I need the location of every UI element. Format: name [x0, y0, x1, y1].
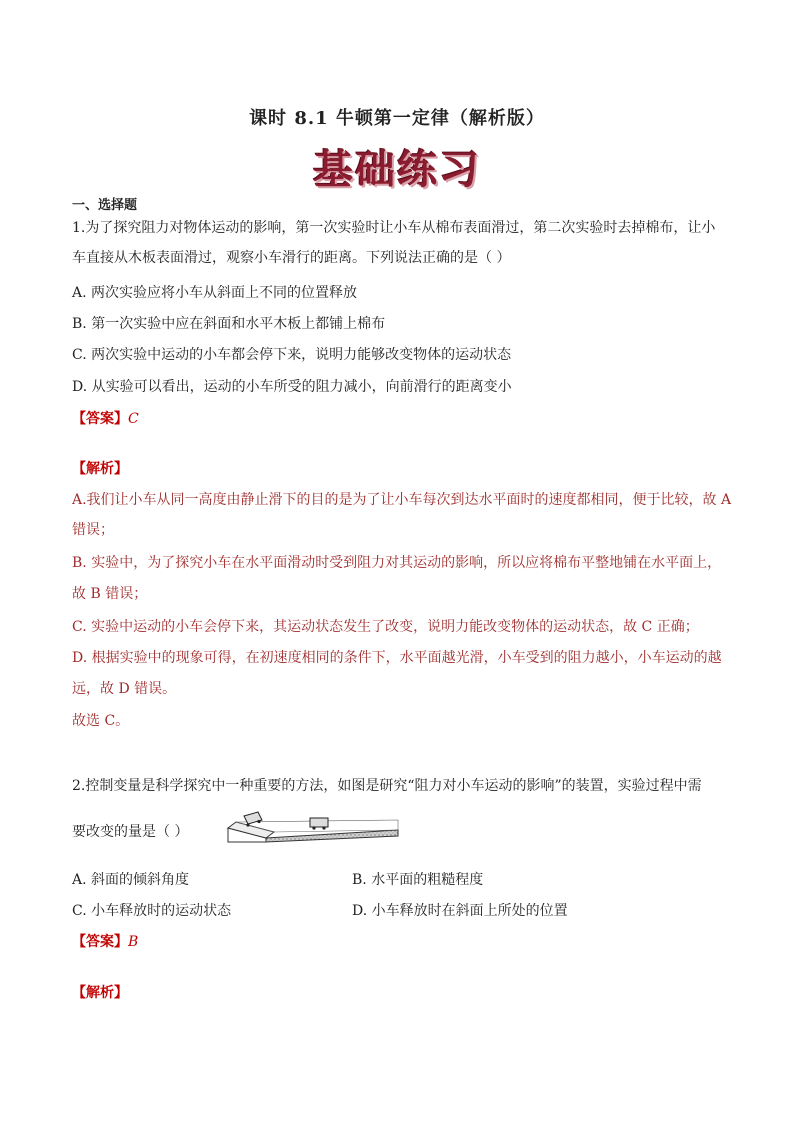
q2-option-b: B. 水平面的粗糙程度 [352, 872, 484, 888]
q1-analysis-line-6: D. 根据实验中的现象可得，在初速度相同的条件下，水平面越光滑，小车受到的阻力越小，小车运动的越 [72, 650, 722, 666]
cart-on-slope-icon [244, 812, 262, 827]
q2-stem-line-1: 2.控制变量是科学探究中一种重要的方法，如图是研究“阻力对小车运动的影响”的装置，实验过程中需 [72, 778, 702, 794]
q1-option-a: A. 两次实验应将小车从斜面上不同的位置释放 [72, 285, 358, 301]
cart-on-floor-icon [310, 818, 328, 830]
q2-option-a: A. 斜面的倾斜角度 [72, 872, 190, 888]
q1-analysis-line-2: 错误； [72, 522, 114, 538]
q1-answer [72, 409, 139, 429]
q1-stem-line-1: 1.为了探究阻力对物体运动的影响，第一次实验时让小车从棉布表面滑过，第二次实验时去掉棉布，让小 [72, 220, 716, 236]
answer-label: 【答案】 [72, 411, 128, 427]
q1-option-d: D. 从实验可以看出，运动的小车所受的阻力减小，向前滑行的距离变小 [72, 379, 512, 395]
incline-cart-figure [226, 806, 400, 846]
q1-analysis-line-7: 远，故 D 错误。 [72, 681, 177, 697]
q2-option-c: C. 小车释放时的运动状态 [72, 903, 232, 919]
q1-analysis-line-4: 故 B 错误； [72, 586, 148, 602]
page-title: 课时 8.1 牛顿第一定律（解析版） [249, 108, 545, 129]
answer-value: B [128, 934, 139, 950]
answer-label: 【答案】 [72, 934, 128, 950]
q1-option-c: C. 两次实验中运动的小车都会停下来，说明力能够改变物体的运动状态 [72, 347, 512, 363]
q1-analysis-line-1: A.我们让小车从同一高度由静止滑下的目的是为了让小车每次到达水平面时的速度都相同，便于比较，故 A [72, 492, 732, 508]
q2-answer [72, 932, 138, 952]
q1-option-b: B. 第一次实验中应在斜面和水平木板上都铺上棉布 [72, 316, 386, 332]
answer-value: C [128, 411, 139, 427]
q1-analysis-line-8: 故选 C。 [72, 713, 130, 729]
q2-analysis-label: 【解析】 [72, 985, 128, 1001]
banner-heading: 基础练习 [313, 146, 481, 193]
q1-stem-line-2: 车直接从木板表面滑过，观察小车滑行的距离。下列说法正确的是（ ） [72, 250, 511, 266]
q1-analysis-line-5: C. 实验中运动的小车会停下来，其运动状态发生了改变，说明力能改变物体的运动状态，故 C 正确； [72, 619, 699, 635]
section-heading: 一、选择题 [72, 198, 138, 213]
q1-analysis-line-3: B. 实验中，为了探究小车在水平面滑动时受到阻力对其运动的影响，所以应将棉布平整地铺在水平面上， [72, 555, 722, 571]
q1-analysis-label: 【解析】 [72, 461, 128, 477]
q2-stem-line-2: 要改变的量是（ ） [72, 824, 189, 840]
q2-option-d: D. 小车释放时在斜面上所处的位置 [352, 903, 568, 919]
